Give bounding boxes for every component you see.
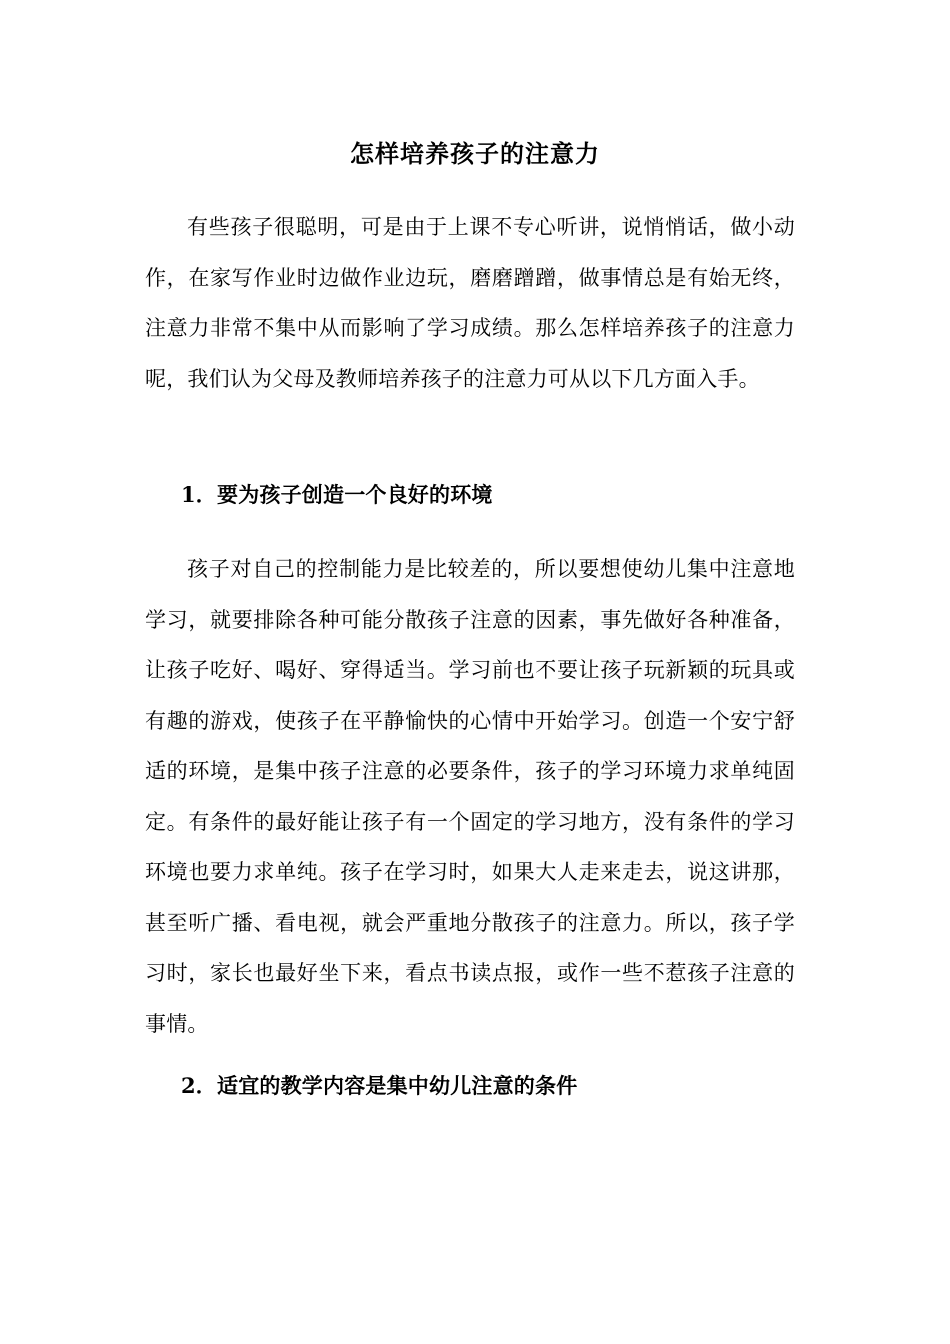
document-title: 怎样培养孩子的注意力 [350,139,600,168]
section-heading-2: 2．适宜的教学内容是集中幼儿注意的条件 [181,1073,578,1098]
section-heading-1: 1．要为孩子创造一个良好的环境 [181,482,493,507]
section-body-1: 孩子对自己的控制能力是比较差的，所以要想使幼儿集中注意地学习，就要排除各种可能分散孩子注意的因素，事先做好各种准备，让孩子吃好、喝好、穿得适当。学习前也不要让孩子玩新颖的玩具或有趣的游戏，使孩子在平静愉快的心情中开始学习。创造一个安宁舒适的环境，是集中孩子注意的必要条件，孩子的学习环境力求单纯固定。有条件的最好能让孩子有一个固定的学习地方，没有条件的学习环境也要力求单纯。孩子在学习时，如果大人走来走去，说这讲那，甚至听广播、看电视，就会严重地分散孩子的注意力。所以，孩子学习时，家长也最好坐下来，看点书读点报，或作一些不惹孩子注意的事情。 [145,557,795,1036]
intro-paragraph: 有些孩子很聪明，可是由于上课不专心听讲，说悄悄话，做小动作，在家写作业时边做作业边玩，磨磨蹭蹭，做事情总是有始无终，注意力非常不集中从而影响了学习成绩。那么怎样培养孩子的注意力呢，我们认为父母及教师培养孩子的注意力可从以下几方面入手。 [145,215,795,391]
